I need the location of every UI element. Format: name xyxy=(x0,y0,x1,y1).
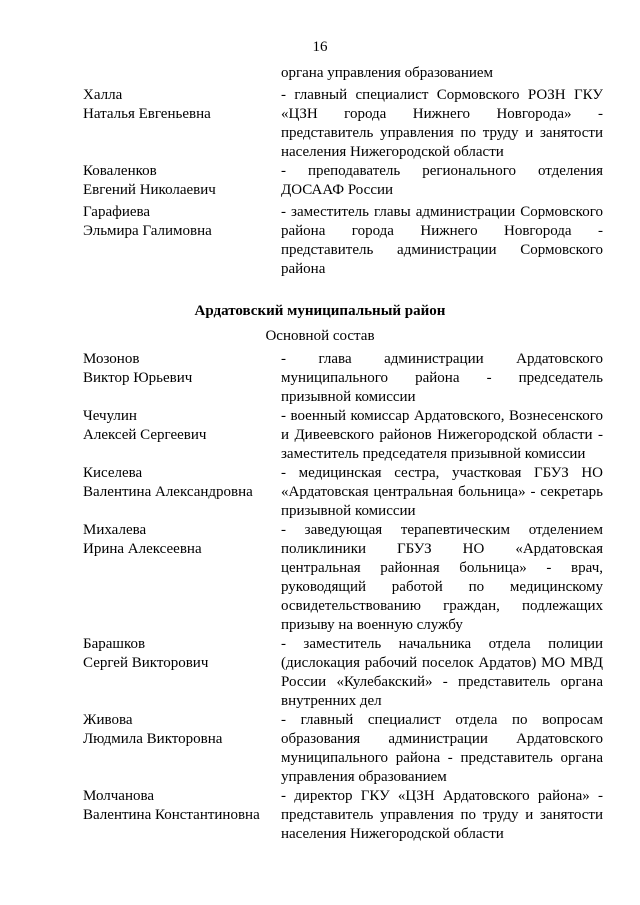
role-line: - главный специалист отдела по вопросам xyxy=(281,712,603,728)
member-given-names: Эльмира Галимовна xyxy=(83,223,212,239)
member-name xyxy=(83,464,273,502)
page-number: 16 xyxy=(312,39,328,55)
role-line: - главный специалист Сормовского РОЗН ГКУ xyxy=(281,87,603,103)
role-line: ДОСААФ России xyxy=(281,182,394,198)
role-line: (дислокация рабочий поселок Ардатов) МО МВД xyxy=(281,655,603,671)
member-surname: Михалева xyxy=(83,522,147,538)
continued-role-text: органа управления образованием xyxy=(281,65,494,81)
role-line: призыву на военную службу xyxy=(281,617,463,633)
member-name xyxy=(83,86,273,124)
member-surname: Коваленков xyxy=(83,163,157,179)
role-line: муниципального района - представитель органа xyxy=(281,750,603,766)
role-line: управления образованием xyxy=(281,769,447,785)
role-line: призывной комиссии xyxy=(281,389,416,405)
member-name xyxy=(83,407,273,445)
role-line: центральная районная больница» - врач, xyxy=(281,560,603,576)
role-line: - заместитель начальника отдела полиции xyxy=(281,636,603,652)
member-surname: Киселева xyxy=(83,465,143,481)
member-name xyxy=(83,350,273,388)
member-role xyxy=(281,521,603,635)
member-surname: Гарафиева xyxy=(83,204,151,220)
role-line: заместитель председателя призывной комиссии xyxy=(281,446,586,462)
member-surname: Живова xyxy=(83,712,133,728)
member-name xyxy=(83,162,273,200)
member-surname: Халла xyxy=(83,87,123,103)
role-line: освидетельствованию граждан, подлежащих xyxy=(281,598,603,614)
role-line: - заведующая терапевтическим отделением xyxy=(281,522,603,538)
role-line: населения Нижегородской области xyxy=(281,826,504,842)
member-surname: Молчанова xyxy=(83,788,155,804)
member-given-names: Евгений Николаевич xyxy=(83,182,216,198)
member-role xyxy=(281,464,603,521)
role-line: - заместитель главы администрации Сормовского xyxy=(281,204,603,220)
role-line: руководящий работой по медицинскому xyxy=(281,579,603,595)
member-role xyxy=(281,711,603,787)
role-line: - медицинская сестра, участковая ГБУЗ НО xyxy=(281,465,603,481)
role-line: - директор ГКУ «ЦЗН Ардатовского района» - xyxy=(281,788,603,804)
member-role xyxy=(281,86,603,162)
member-role xyxy=(281,787,603,844)
member-surname: Чечулин xyxy=(83,408,137,424)
role-line: поликлиники ГБУЗ НО «Ардатовская xyxy=(281,541,603,557)
role-line: образования администрации Ардатовского xyxy=(281,731,603,747)
member-given-names: Сергей Викторович xyxy=(83,655,209,671)
member-role xyxy=(281,203,603,279)
member-given-names: Ирина Алексеевна xyxy=(83,541,202,557)
member-role xyxy=(281,407,603,464)
member-role xyxy=(281,162,603,200)
role-line: района xyxy=(281,261,326,277)
role-line: населения Нижегородской области xyxy=(281,144,504,160)
role-line: муниципального района - председатель xyxy=(281,370,603,386)
member-surname: Барашков xyxy=(83,636,146,652)
role-line: внутренних дел xyxy=(281,693,382,709)
member-role xyxy=(281,635,603,711)
role-line: - глава администрации Ардатовского xyxy=(281,351,603,367)
district-title: Ардатовский муниципальный район xyxy=(194,303,446,319)
role-line: представитель управления по труду и занятости xyxy=(281,125,603,141)
member-given-names: Людмила Викторовна xyxy=(83,731,223,747)
role-line: района города Нижнего Новгорода - xyxy=(281,223,603,239)
role-line: призывной комиссии xyxy=(281,503,416,519)
member-given-names: Валентина Константиновна xyxy=(83,807,260,823)
composition-title: Основной состав xyxy=(265,328,375,344)
member-given-names: Наталья Евгеньевна xyxy=(83,106,211,122)
member-role xyxy=(281,350,603,407)
role-line: представитель управления по труду и занятости xyxy=(281,807,603,823)
role-line: представитель администрации Сормовского xyxy=(281,242,603,258)
member-surname: Мозонов xyxy=(83,351,140,367)
member-name xyxy=(83,787,273,825)
member-given-names: Алексей Сергеевич xyxy=(83,427,207,443)
member-given-names: Виктор Юрьевич xyxy=(83,370,193,386)
member-name xyxy=(83,711,273,749)
role-line: - преподаватель регионального отделения xyxy=(281,163,603,179)
member-given-names: Валентина Александровна xyxy=(83,484,253,500)
role-line: «Ардатовская центральная больница» - секретарь xyxy=(281,484,603,500)
role-line: и Дивеевского районов Нижегородской области - xyxy=(281,427,603,443)
role-line: России «Кулебакский» - представитель органа xyxy=(281,674,603,690)
member-name xyxy=(83,521,273,559)
member-name xyxy=(83,635,273,673)
member-name xyxy=(83,203,273,241)
role-line: «ЦЗН города Нижнего Новгорода» - xyxy=(281,106,603,122)
role-line: - военный комиссар Ардатовского, Вознесенского xyxy=(281,408,603,424)
